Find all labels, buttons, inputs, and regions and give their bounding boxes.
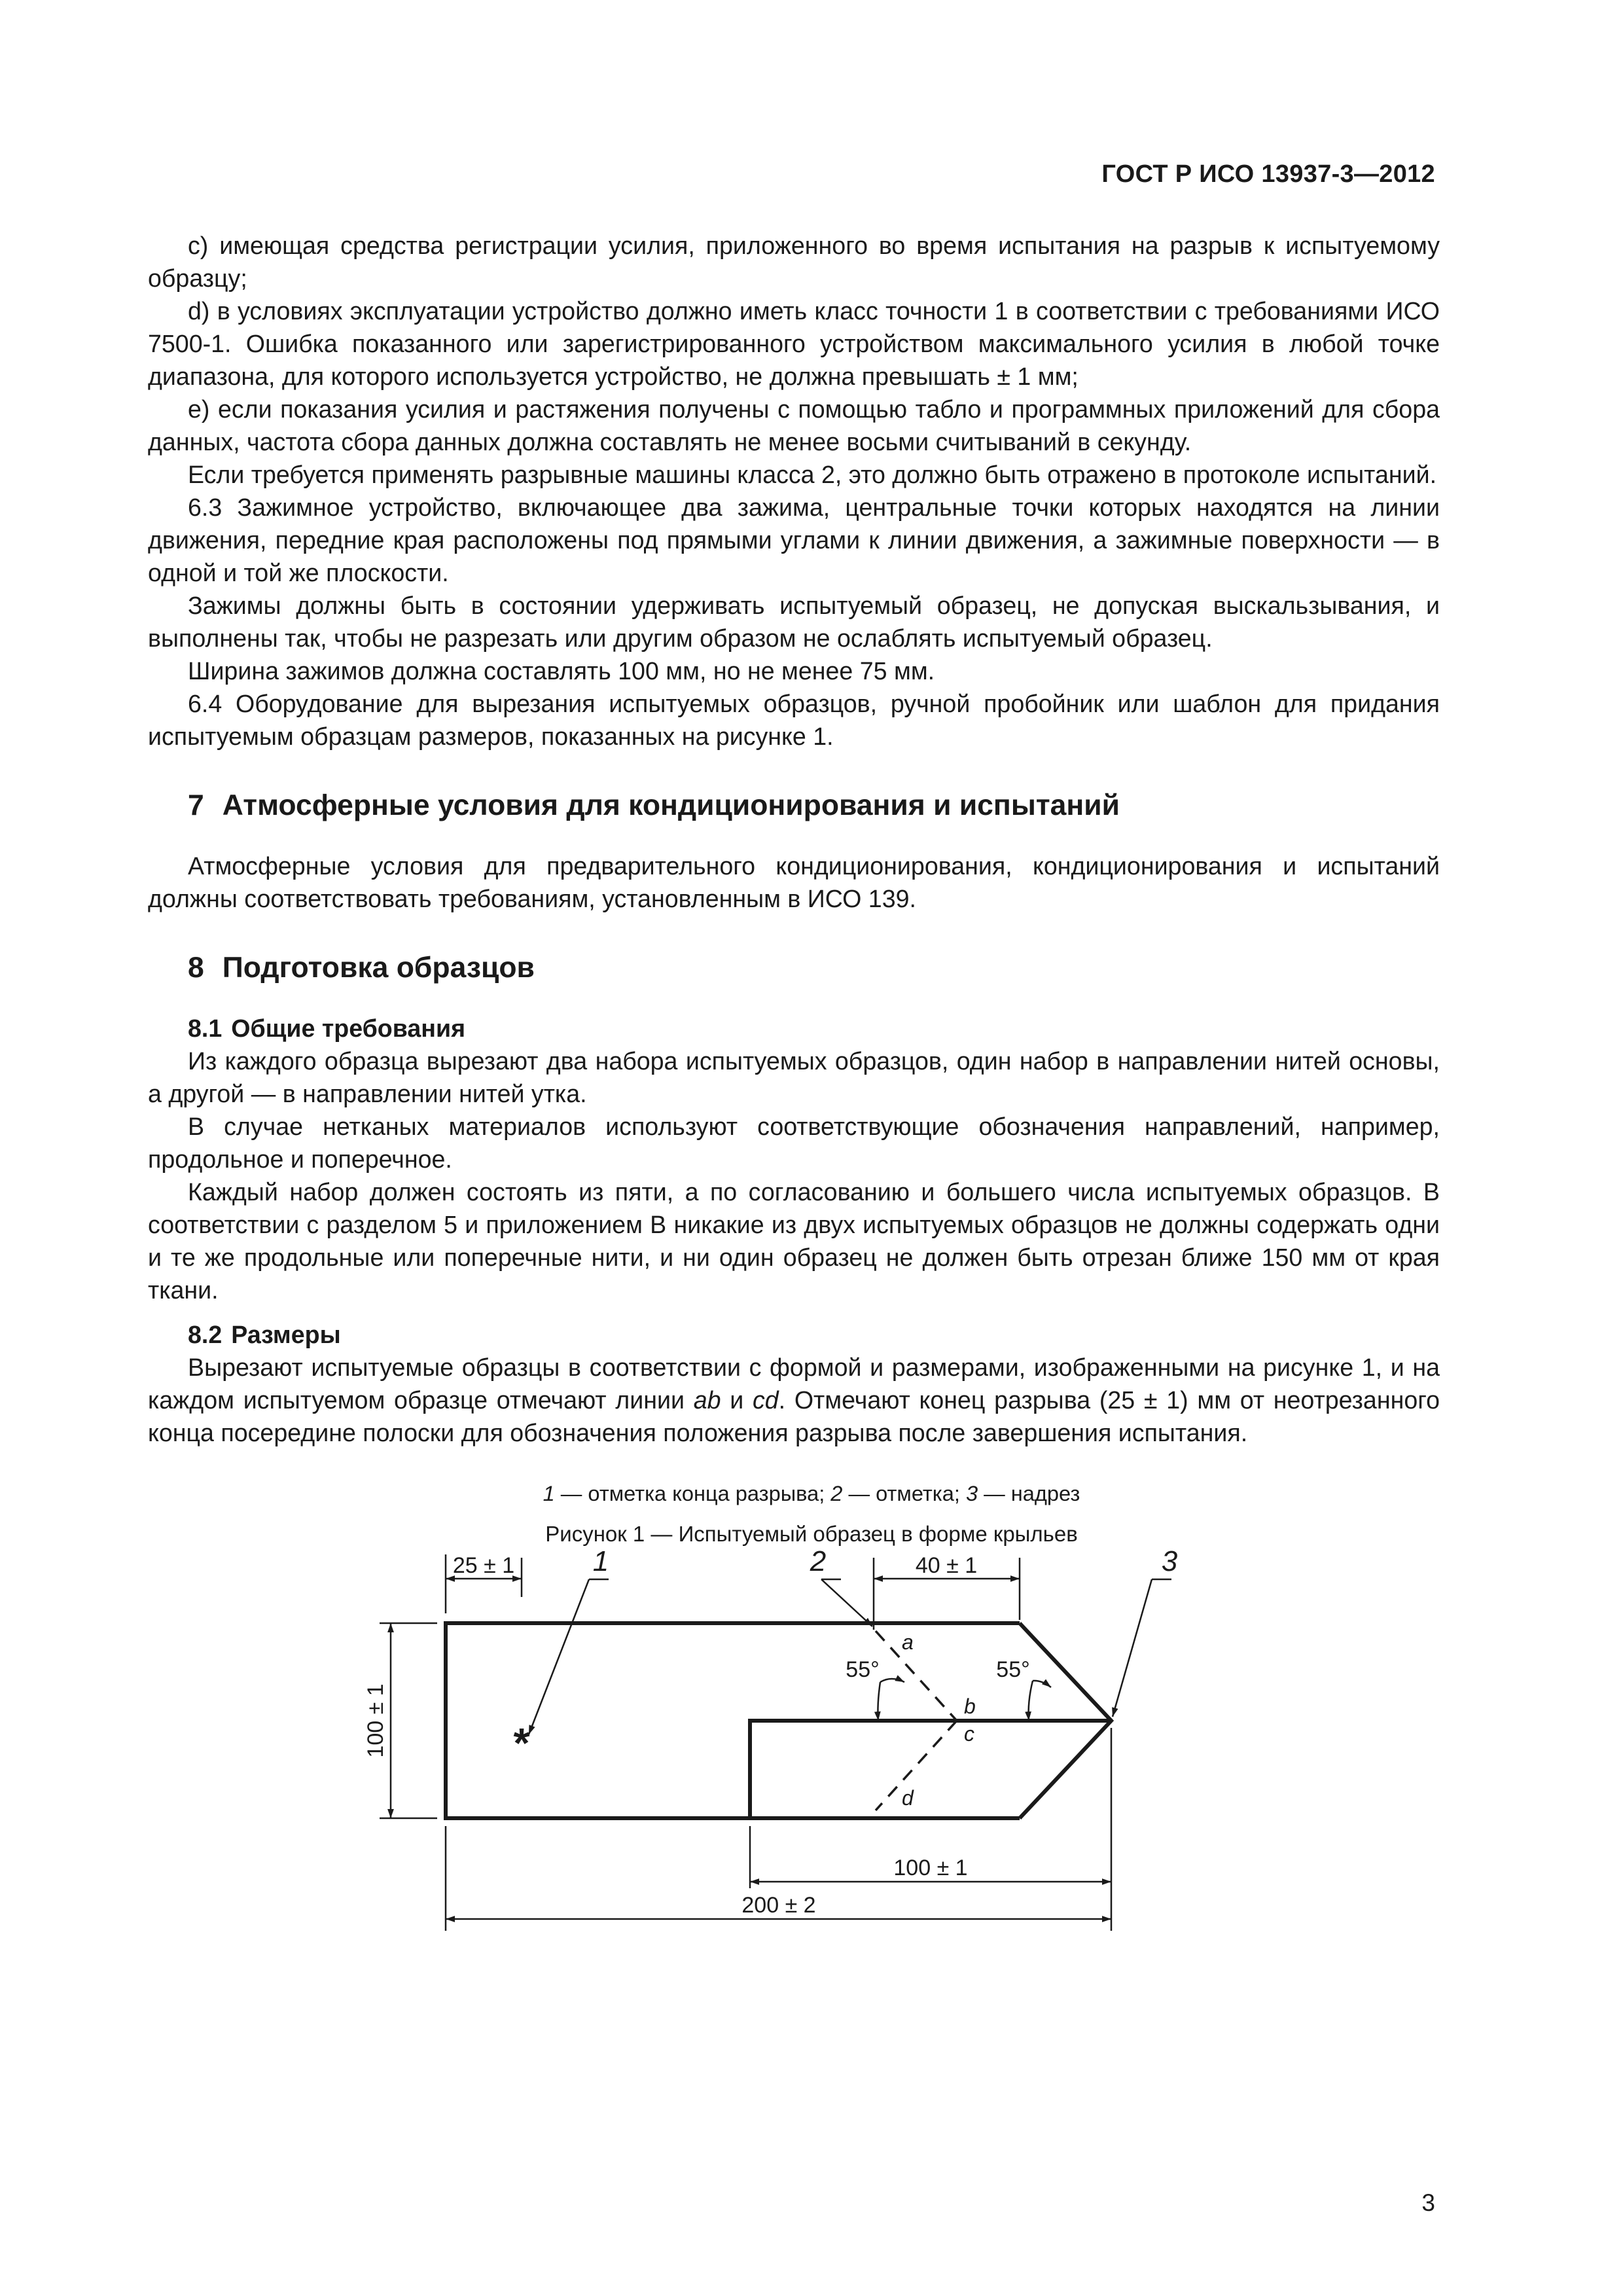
angle-arcs bbox=[878, 1676, 1051, 1721]
paragraph-e: e) если показания усилия и растяжения получены с помощью табло и программных приложений для сбора данных, частота сбора данных должна составлять не менее восьми считываний в секунду. bbox=[148, 395, 1440, 456]
legend-text-1: — отметка конца разрыва; bbox=[554, 1481, 831, 1505]
subsection-8-2-title: Размеры bbox=[231, 1321, 341, 1348]
dim-bottom-total: 200 ± 2 bbox=[741, 1893, 816, 1918]
section-7-heading bbox=[188, 788, 1440, 823]
section-8-heading bbox=[188, 950, 1440, 986]
subsection-8-2-number: 8.2 bbox=[188, 1321, 223, 1348]
point-a-label: a bbox=[902, 1630, 914, 1654]
figure-legend bbox=[0, 1481, 1623, 1506]
paragraph-8-2-and: и bbox=[721, 1386, 753, 1414]
dim-bottom-inner: 100 ± 1 bbox=[893, 1856, 968, 1880]
subsection-8-1-title: Общие требования bbox=[231, 1014, 465, 1042]
paragraph-8-1-b: В случае нетканых материалов используют соответствующие обозначения направлений, например, продольное и поперечное. bbox=[148, 1113, 1440, 1173]
line-ab-label: ab bbox=[693, 1386, 721, 1414]
callout-leaders bbox=[529, 1579, 1171, 1734]
paragraph-clamps: Зажимы должны быть в состоянии удерживать испытуемый образец, не допуская выскальзывания, и выполнены так, чтобы не разрезать или другим образом не ослаблять испытуемый образец. bbox=[148, 592, 1440, 652]
subsection-8-2-heading bbox=[148, 1318, 1440, 1351]
point-c-label: c bbox=[964, 1722, 974, 1746]
line-cd-label: cd bbox=[752, 1386, 779, 1414]
legend-num-3: 3 bbox=[965, 1481, 978, 1505]
dimension-lines bbox=[391, 1579, 1111, 1919]
paragraph-8-1-a: Из каждого образца вырезают два набора испытуемых образцов, один набор в направлении нитей основы, а другой — в направлении нитей утка. bbox=[148, 1047, 1440, 1107]
dim-top-right: 40 ± 1 bbox=[915, 1553, 978, 1578]
callout-2: 2 bbox=[810, 1545, 827, 1577]
paragraph-6-3: 6.3 Зажимное устройство, включающее два зажима, центральные точки которых находятся на линии движения, передние края расположены под прямыми углами к линии движения, а зажимные поверхности — в одной и той же плоскости. bbox=[148, 493, 1440, 586]
specimen-outline bbox=[446, 1623, 1111, 1818]
document-code: ГОСТ Р ИСО 13937-3—2012 bbox=[1101, 160, 1435, 188]
callout-1: 1 bbox=[592, 1545, 609, 1577]
legend-num-1: 1 bbox=[543, 1481, 555, 1505]
paragraph-c: c) имеющая средства регистрации усилия, приложенного во время испытания на разрыв к испытуемому образцу; bbox=[148, 232, 1440, 292]
dim-top-left: 25 ± 1 bbox=[452, 1553, 515, 1578]
paragraph-8-2 bbox=[148, 1351, 1440, 1449]
callout-3: 3 bbox=[1161, 1545, 1178, 1577]
section-7-paragraph: Атмосферные условия для предварительного кондиционирования, кондиционирования и испытаний должны соответствовать требованиям, установленным в ИСО 139. bbox=[148, 852, 1440, 912]
figure-caption: Рисунок 1 — Испытуемый образец в форме крыльев bbox=[545, 1522, 1078, 1546]
subsection-8-1-number: 8.1 bbox=[188, 1014, 223, 1042]
paragraph-clamp-width: Ширина зажимов должна составлять 100 мм, но не менее 75 мм. bbox=[188, 657, 935, 685]
paragraph-8-1-c: Каждый набор должен состоять из пяти, а по согласованию и большего числа испытуемых образцов. В соответствии с разделом 5 и приложением В никакие из двух испытуемых образцов не должны содержать одни и те же продольные или поперечные нити, и ни один образец не должен быть отрезан ближе 150 мм от края ткани. bbox=[148, 1178, 1440, 1304]
angle-left-label: 55° bbox=[846, 1657, 880, 1682]
legend-num-2: 2 bbox=[830, 1481, 843, 1505]
point-b-label: b bbox=[964, 1695, 976, 1718]
subsection-8-1-heading bbox=[148, 1012, 1440, 1045]
dim-height: 100 ± 1 bbox=[363, 1683, 388, 1758]
paragraph-d: d) в условиях эксплуатации устройство должно иметь класс точности 1 в соответствии с требованиями ИСО 7500-1. Ошибка показанного или зарегистрированного устройством максимального усилия в любой точке диапазона, для которого используется устройство, не должна превышать ± 1 мм; bbox=[148, 297, 1440, 390]
extension-lines bbox=[380, 1554, 1111, 1931]
paragraph-8-2-part2: . Отмечают конец разрыва (25 ± 1) мм от неотрезанного конца посередине полоски для обозначения положения разрыва после завершения испытания. bbox=[148, 1386, 1440, 1446]
point-d-label: d bbox=[902, 1786, 914, 1810]
legend-text-2: — отметка; bbox=[842, 1481, 966, 1505]
legend-text-3: — надрез bbox=[978, 1481, 1080, 1505]
paragraph-8-2-part1: Вырезают испытуемые образцы в соответствии с формой и размерами, изображенными на рисунке 1, и на каждом испытуемом образце отмечают линии bbox=[148, 1354, 1440, 1414]
section-7-title: Атмосферные условия для кондиционирования и испытаний bbox=[222, 789, 1120, 821]
page-number: 3 bbox=[1421, 2189, 1435, 2216]
section-7-number: 7 bbox=[188, 789, 204, 821]
paragraph-class2: Если требуется применять разрывные машины класса 2, это должно быть отражено в протоколе испытаний. bbox=[188, 461, 1437, 488]
tear-end-mark-icon: * bbox=[513, 1719, 530, 1767]
marking-lines bbox=[876, 1631, 957, 1810]
paragraph-6-4: 6.4 Оборудование для вырезания испытуемых образцов, ручной пробойник или шаблон для придания испытуемым образцам размеров, показанных на рисунке 1. bbox=[148, 690, 1440, 750]
section-8-title: Подготовка образцов bbox=[222, 952, 535, 984]
section-8-number: 8 bbox=[188, 952, 204, 984]
angle-right-label: 55° bbox=[996, 1657, 1030, 1682]
page-content bbox=[148, 229, 1440, 1449]
